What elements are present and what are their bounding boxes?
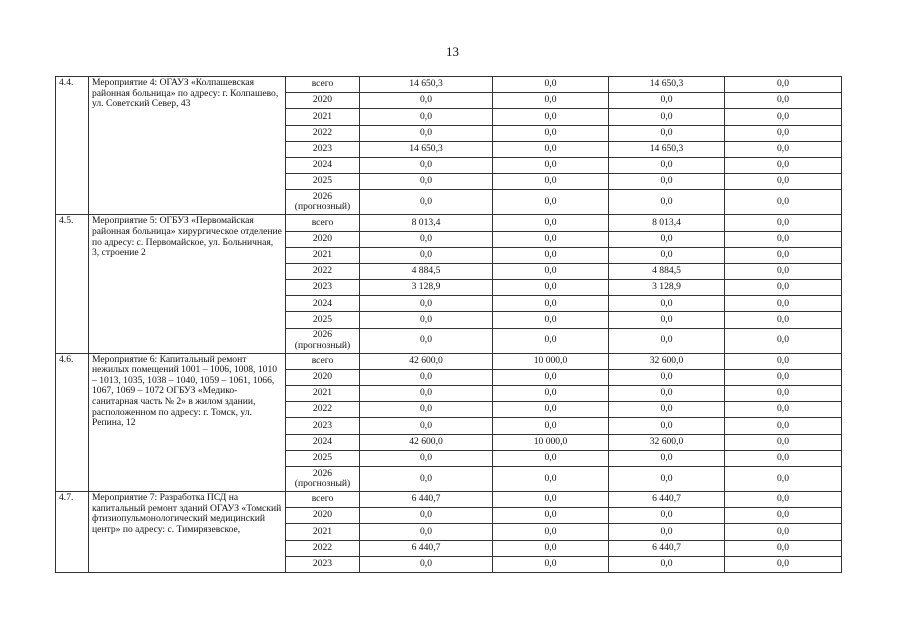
value-cell: 0,0 [725,418,842,434]
value-cell: 0,0 [493,215,609,231]
value-cell: 0,0 [493,231,609,247]
value-cell: 0,0 [609,466,725,491]
value-cell: 0,0 [493,93,609,109]
value-cell: 0,0 [360,508,493,524]
value-cell: 0,0 [360,418,493,434]
value-cell: 14 650,3 [609,77,725,93]
value-cell: 0,0 [360,247,493,263]
value-cell: 0,0 [725,263,842,279]
value-cell: 0,0 [493,247,609,263]
value-cell: 0,0 [725,190,842,215]
value-cell: 0,0 [725,174,842,190]
value-cell: 0,0 [493,296,609,312]
year-cell: 2023 [286,418,360,434]
year-cell: 2020 [286,231,360,247]
value-cell: 10 000,0 [493,434,609,450]
value-cell: 0,0 [609,296,725,312]
year-cell: 2025 [286,174,360,190]
value-cell: 0,0 [360,524,493,540]
value-cell: 0,0 [360,402,493,418]
value-cell: 32 600,0 [609,434,725,450]
value-cell: 0,0 [609,312,725,328]
value-cell: 0,0 [725,312,842,328]
value-cell: 0,0 [725,247,842,263]
value-cell: 0,0 [360,174,493,190]
value-cell: 42 600,0 [360,434,493,450]
value-cell: 0,0 [493,312,609,328]
value-cell: 6 440,7 [360,491,493,507]
table-row [56,215,842,231]
value-cell: 0,0 [609,508,725,524]
value-cell: 0,0 [493,402,609,418]
value-cell: 6 440,7 [609,491,725,507]
value-cell: 0,0 [609,556,725,572]
value-cell: 0,0 [493,328,609,353]
value-cell: 0,0 [725,524,842,540]
value-cell: 0,0 [493,369,609,385]
budget-table [55,76,842,573]
value-cell: 0,0 [493,418,609,434]
value-cell: 6 440,7 [609,540,725,556]
year-cell: 2024 [286,434,360,450]
year-cell: 2024 [286,157,360,173]
table-row [56,77,842,93]
value-cell: 0,0 [725,296,842,312]
value-cell: 0,0 [725,402,842,418]
value-cell: 0,0 [493,280,609,296]
year-cell: всего [286,215,360,231]
value-cell: 0,0 [725,386,842,402]
year-cell: 2021 [286,524,360,540]
value-cell: 14 650,3 [360,77,493,93]
item-number: 4.4. [56,77,89,215]
value-cell: 0,0 [609,418,725,434]
year-cell: 2025 [286,312,360,328]
year-cell: 2022 [286,540,360,556]
item-number: 4.7. [56,491,89,572]
year-cell: 2025 [286,450,360,466]
value-cell: 0,0 [725,556,842,572]
value-cell: 0,0 [493,109,609,125]
value-cell: 8 013,4 [360,215,493,231]
value-cell: 0,0 [725,353,842,369]
value-cell: 0,0 [360,466,493,491]
value-cell: 0,0 [493,450,609,466]
value-cell: 10 000,0 [493,353,609,369]
value-cell: 0,0 [493,556,609,572]
value-cell: 4 884,5 [609,263,725,279]
year-cell: 2020 [286,93,360,109]
value-cell: 0,0 [493,141,609,157]
value-cell: 0,0 [493,125,609,141]
value-cell: 0,0 [725,280,842,296]
value-cell: 0,0 [360,556,493,572]
value-cell: 0,0 [360,93,493,109]
item-description: Мероприятие 4: ОГАУЗ «Колпашевская районная больница» по адресу: г. Колпашево, ул. Советский Север, 43 [89,77,286,215]
value-cell: 0,0 [609,402,725,418]
value-cell: 0,0 [725,125,842,141]
value-cell: 0,0 [493,540,609,556]
value-cell: 0,0 [493,386,609,402]
value-cell: 0,0 [493,466,609,491]
value-cell: 0,0 [360,369,493,385]
value-cell: 0,0 [360,231,493,247]
value-cell: 8 013,4 [609,215,725,231]
value-cell: 0,0 [725,540,842,556]
table-row [56,491,842,507]
value-cell: 0,0 [360,386,493,402]
value-cell: 14 650,3 [360,141,493,157]
value-cell: 0,0 [609,524,725,540]
value-cell: 32 600,0 [609,353,725,369]
item-description: Мероприятие 5: ОГБУЗ «Первомайская районная больница» хирургическое отделение по адресу: с. Первомайское, ул. Больничная, 3, строение 2 [89,215,286,353]
value-cell: 0,0 [609,386,725,402]
year-cell: всего [286,491,360,507]
value-cell: 0,0 [725,141,842,157]
value-cell: 0,0 [360,450,493,466]
budget-table-body [56,77,842,573]
year-cell: 2024 [286,296,360,312]
year-cell: всего [286,77,360,93]
item-description: Мероприятие 6: Капитальный ремонт нежилых помещений 1001 – 1006, 1008, 1010 – 1013, 1035, 1038 – 1040, 1059 – 1061, 1066, 1067, 1069 – 1072 ОГБУЗ «Медико-санитарная часть № 2» в жилом здании, расположенном по адресу: г. Томск, ул. Репина, 12 [89,353,286,491]
value-cell: 0,0 [609,93,725,109]
value-cell: 0,0 [609,328,725,353]
value-cell: 0,0 [360,109,493,125]
value-cell: 0,0 [725,508,842,524]
value-cell: 0,0 [725,77,842,93]
value-cell: 0,0 [725,328,842,353]
value-cell: 0,0 [360,296,493,312]
year-cell: 2021 [286,247,360,263]
value-cell: 0,0 [725,231,842,247]
value-cell: 0,0 [493,77,609,93]
value-cell: 3 128,9 [360,280,493,296]
value-cell: 0,0 [725,157,842,173]
year-cell: 2026 (прогнозный) [286,328,360,353]
value-cell: 0,0 [493,263,609,279]
value-cell: 6 440,7 [360,540,493,556]
year-cell: 2023 [286,141,360,157]
year-cell: 2022 [286,125,360,141]
value-cell: 0,0 [609,247,725,263]
value-cell: 0,0 [493,190,609,215]
value-cell: 42 600,0 [360,353,493,369]
item-description: Мероприятие 7: Разработка ПСД на капитальный ремонт зданий ОГАУЗ «Томский фтизиопульмонологический медицинский центр» по адресу: с. Тимирязевское, [89,491,286,572]
year-cell: 2023 [286,556,360,572]
value-cell: 0,0 [493,174,609,190]
value-cell: 0,0 [493,508,609,524]
value-cell: 0,0 [493,157,609,173]
value-cell: 0,0 [609,450,725,466]
value-cell: 0,0 [360,328,493,353]
year-cell: 2020 [286,369,360,385]
year-cell: 2021 [286,386,360,402]
value-cell: 0,0 [493,491,609,507]
year-cell: 2026 (прогнозный) [286,190,360,215]
value-cell: 0,0 [725,93,842,109]
value-cell: 0,0 [725,434,842,450]
value-cell: 0,0 [725,369,842,385]
value-cell: 0,0 [725,491,842,507]
value-cell: 3 128,9 [609,280,725,296]
value-cell: 0,0 [360,312,493,328]
value-cell: 0,0 [360,190,493,215]
item-number: 4.5. [56,215,89,353]
year-cell: 2020 [286,508,360,524]
year-cell: 2022 [286,402,360,418]
value-cell: 0,0 [609,174,725,190]
value-cell: 0,0 [725,466,842,491]
value-cell: 0,0 [725,215,842,231]
value-cell: 0,0 [609,369,725,385]
value-cell: 0,0 [493,524,609,540]
value-cell: 0,0 [360,125,493,141]
item-number: 4.6. [56,353,89,491]
value-cell: 0,0 [609,157,725,173]
value-cell: 0,0 [609,125,725,141]
page-number: 13 [446,44,459,59]
year-cell: 2021 [286,109,360,125]
value-cell: 0,0 [609,190,725,215]
year-cell: 2026 (прогнозный) [286,466,360,491]
year-cell: 2022 [286,263,360,279]
value-cell: 0,0 [725,450,842,466]
year-cell: 2023 [286,280,360,296]
value-cell: 0,0 [725,109,842,125]
value-cell: 0,0 [609,109,725,125]
value-cell: 0,0 [360,157,493,173]
value-cell: 14 650,3 [609,141,725,157]
table-row [56,353,842,369]
value-cell: 4 884,5 [360,263,493,279]
value-cell: 0,0 [609,231,725,247]
year-cell: всего [286,353,360,369]
